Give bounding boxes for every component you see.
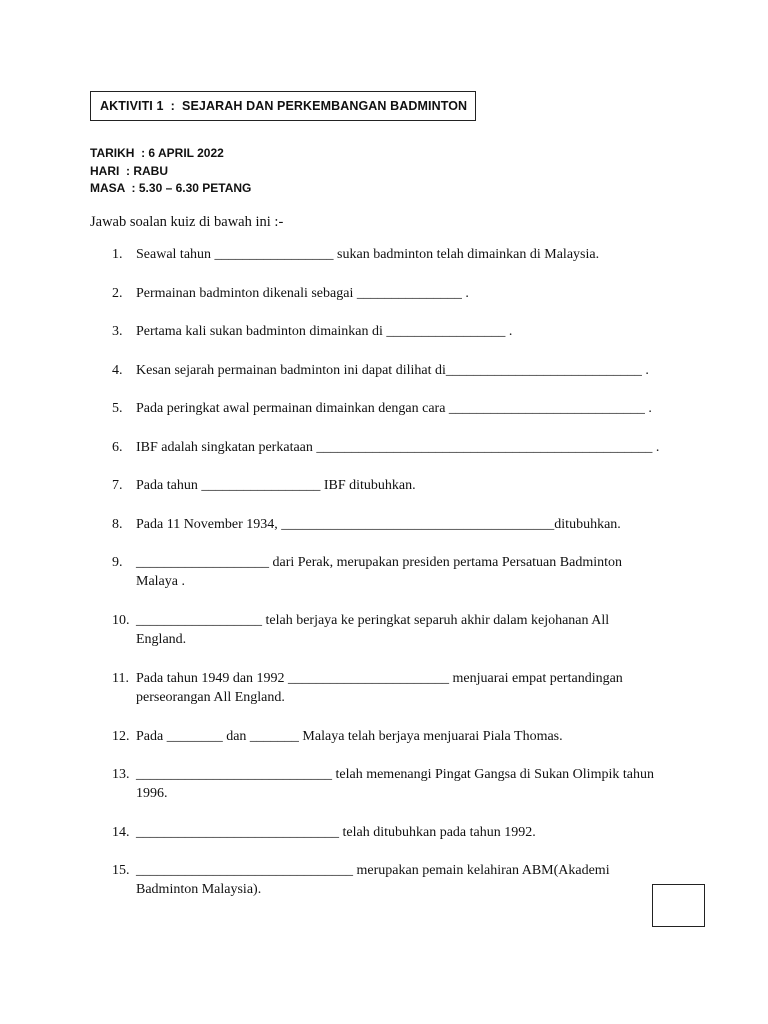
question-item bbox=[112, 553, 702, 591]
question-number: 4. bbox=[112, 363, 123, 378]
question-item bbox=[112, 476, 702, 495]
question-number: 6. bbox=[112, 440, 123, 455]
question-number: 12. bbox=[112, 729, 130, 744]
question-item bbox=[112, 611, 702, 649]
question-item bbox=[112, 361, 702, 380]
question-item bbox=[112, 515, 702, 534]
question-number: 10. bbox=[112, 613, 130, 628]
question-item bbox=[112, 438, 702, 457]
question-text: Seawal tahun _________________ sukan badminton telah dimainkan di Malaysia. bbox=[136, 247, 600, 262]
question-item bbox=[112, 245, 702, 264]
question-number: 8. bbox=[112, 517, 123, 532]
question-number: 2. bbox=[112, 286, 123, 301]
question-item bbox=[112, 669, 702, 707]
question-item bbox=[112, 727, 702, 746]
question-text: __________________ telah berjaya ke peringkat separuh akhir dalam kejohanan All England. bbox=[136, 613, 610, 647]
question-item bbox=[112, 399, 702, 418]
question-text: _______________________________ merupakan pemain kelahiran ABM(Akademi Badminton Malaysia). bbox=[136, 863, 610, 897]
question-text: IBF adalah singkatan perkataan ________________________________________________ . bbox=[136, 440, 660, 455]
question-text: Pada tahun _________________ IBF ditubuhkan. bbox=[136, 478, 416, 493]
date-line: TARIKH : 6 APRIL 2022 bbox=[90, 146, 224, 160]
question-text: Pertama kali sukan badminton dimainkan di _________________ . bbox=[136, 324, 513, 339]
question-text: Pada peringkat awal permainan dimainkan dengan cara ____________________________ . bbox=[136, 401, 652, 416]
question-text: Pada 11 November 1934, _______________________________________ditubuhkan. bbox=[136, 517, 621, 532]
question-text: ___________________ dari Perak, merupakan presiden pertama Persatuan Badminton Malaya . bbox=[136, 555, 622, 589]
question-item bbox=[112, 861, 702, 899]
question-item bbox=[112, 823, 702, 842]
question-number: 9. bbox=[112, 555, 123, 570]
question-number: 3. bbox=[112, 324, 123, 339]
question-number: 15. bbox=[112, 863, 130, 878]
instructions: Jawab soalan kuiz di bawah ini :- bbox=[90, 214, 284, 230]
question-number: 11. bbox=[112, 671, 129, 686]
question-number: 14. bbox=[112, 825, 130, 840]
time-line: MASA : 5.30 – 6.30 PETANG bbox=[90, 181, 252, 195]
question-item bbox=[112, 765, 702, 803]
question-text: Pada tahun 1949 dan 1992 _______________________ menjuarai empat pertandingan perseorangan All England. bbox=[136, 671, 623, 705]
question-text: Pada ________ dan _______ Malaya telah berjaya menjuarai Piala Thomas. bbox=[136, 729, 563, 744]
question-text: ____________________________ telah memenangi Pingat Gangsa di Sukan Olimpik tahun 1996. bbox=[136, 767, 654, 801]
question-text: _____________________________ telah ditubuhkan pada tahun 1992. bbox=[136, 825, 536, 840]
question-number: 1. bbox=[112, 247, 123, 262]
question-number: 7. bbox=[112, 478, 123, 493]
score-box bbox=[652, 884, 705, 927]
day-line: HARI : RABU bbox=[90, 164, 168, 178]
question-item bbox=[112, 322, 702, 341]
question-text: Permainan badminton dikenali sebagai _______________ . bbox=[136, 286, 469, 301]
question-number: 13. bbox=[112, 767, 130, 782]
question-number: 5. bbox=[112, 401, 123, 416]
question-text: Kesan sejarah permainan badminton ini dapat dilihat di____________________________ . bbox=[136, 363, 649, 378]
question-item bbox=[112, 284, 702, 303]
activity-title: AKTIVITI 1 : SEJARAH DAN PERKEMBANGAN BADMINTON bbox=[90, 91, 476, 121]
